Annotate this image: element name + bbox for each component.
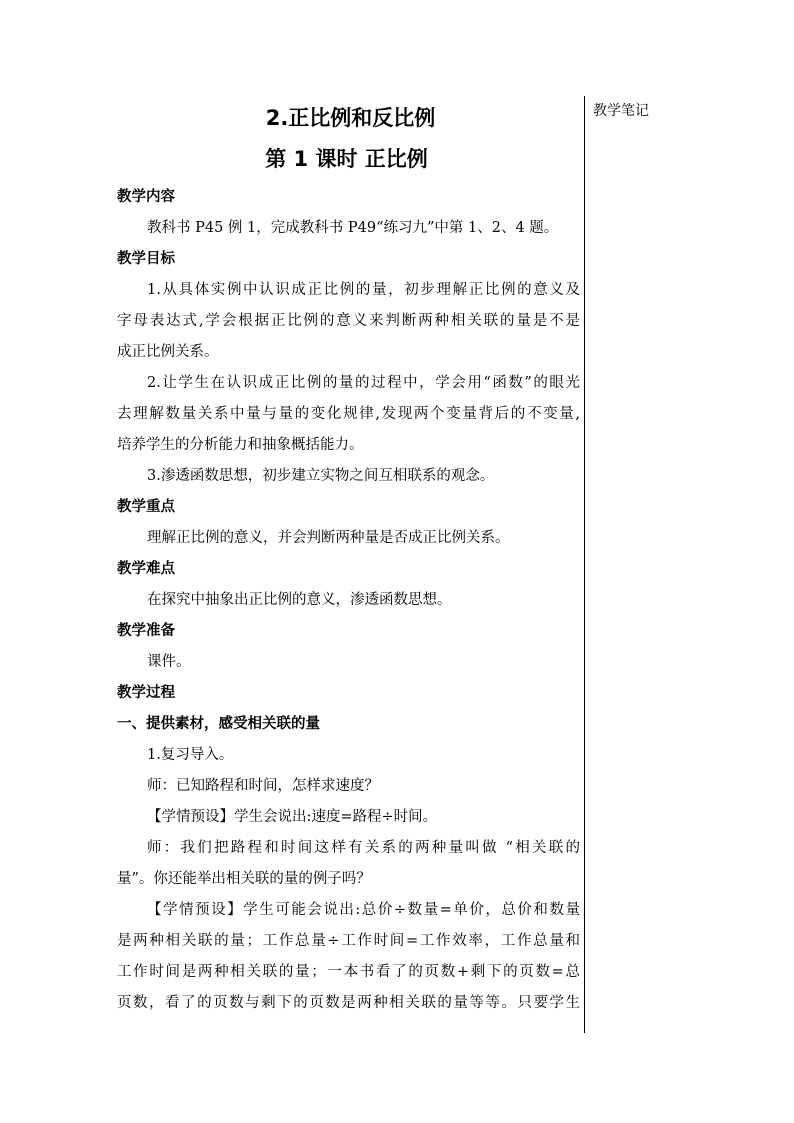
lesson-plan-body (117, 100, 580, 1019)
teacher-question-2-line-2: 量”。你还能举出相关联的量的例子吗？ (117, 871, 371, 887)
teacher-question-2-line-1: 师：我们把路程和时间这样有关系的两种量叫做 “相关联的 (147, 840, 580, 856)
teaching-notes-label: 教学笔记 (593, 103, 649, 119)
goal-1-line-3: 成正比例关系。 (117, 344, 219, 360)
content-text: 教科书 P45 例 1，完成教科书 P49“练习九”中第 1、2、4 题。 (147, 220, 559, 236)
goal-1-line-2: 字母表达式,学会根据正比例的意义来判断两种相关联的量是不是 (117, 313, 580, 329)
goal-2-line-3: 培养学生的分析能力和抽象概括能力。 (117, 437, 364, 453)
key-points-text: 理解正比例的意义，并会判断两种量是否成正比例关系。 (147, 530, 510, 546)
goal-1-line-1: 1.从具体实例中认识成正比例的量，初步理解正比例的意义及 (147, 282, 580, 298)
page-subtitle: 第 1 课时 正比例 (265, 147, 428, 171)
difficulties-text: 在探究中抽象出正比例的意义，渗透函数思想。 (147, 592, 452, 608)
section-heading-process: 教学过程 (117, 685, 175, 701)
student-preset-2-line-2: 是两种相关联的量；工作总量÷工作时间=工作效率，工作总量和 (117, 933, 580, 949)
process-step-1: 1.复习导入。 (147, 747, 234, 763)
section-heading-content: 教学内容 (117, 189, 175, 205)
student-preset-2-line-3: 工作时间是两种相关联的量；一本书看了的页数+剩下的页数=总 (117, 964, 580, 980)
section-heading-goals: 教学目标 (117, 251, 175, 267)
preparation-text: 课件。 (147, 654, 191, 670)
student-preset-2-line-4: 页数，看了的页数与剩下的页数是两种相关联的量等等。只要学生 (117, 995, 580, 1011)
goal-2-line-2: 去理解数量关系中量与量的变化规律,发现两个变量背后的不变量, (117, 406, 580, 422)
student-preset-1: 【学情预设】学生会说出:速度=路程÷时间。 (147, 809, 438, 825)
section-heading-key-points: 教学重点 (117, 499, 175, 515)
process-section-1-heading: 一、提供素材，感受相关联的量 (117, 716, 320, 732)
student-preset-2-line-1: 【学情预设】学生可能会说出:总价÷数量=单价，总价和数量 (147, 902, 580, 918)
goal-2-line-1: 2.让学生在认识成正比例的量的过程中，学会用“函数”的眼光 (147, 375, 580, 391)
teacher-question-1: 师：已知路程和时间，怎样求速度？ (147, 778, 379, 794)
margin-divider-line (584, 96, 585, 1033)
goal-3: 3.渗透函数思想，初步建立实物之间互相联系的观念。 (147, 468, 495, 484)
page-title: 2.正比例和反比例 (265, 106, 436, 130)
section-heading-preparation: 教学准备 (117, 623, 175, 639)
section-heading-difficulties: 教学难点 (117, 561, 175, 577)
